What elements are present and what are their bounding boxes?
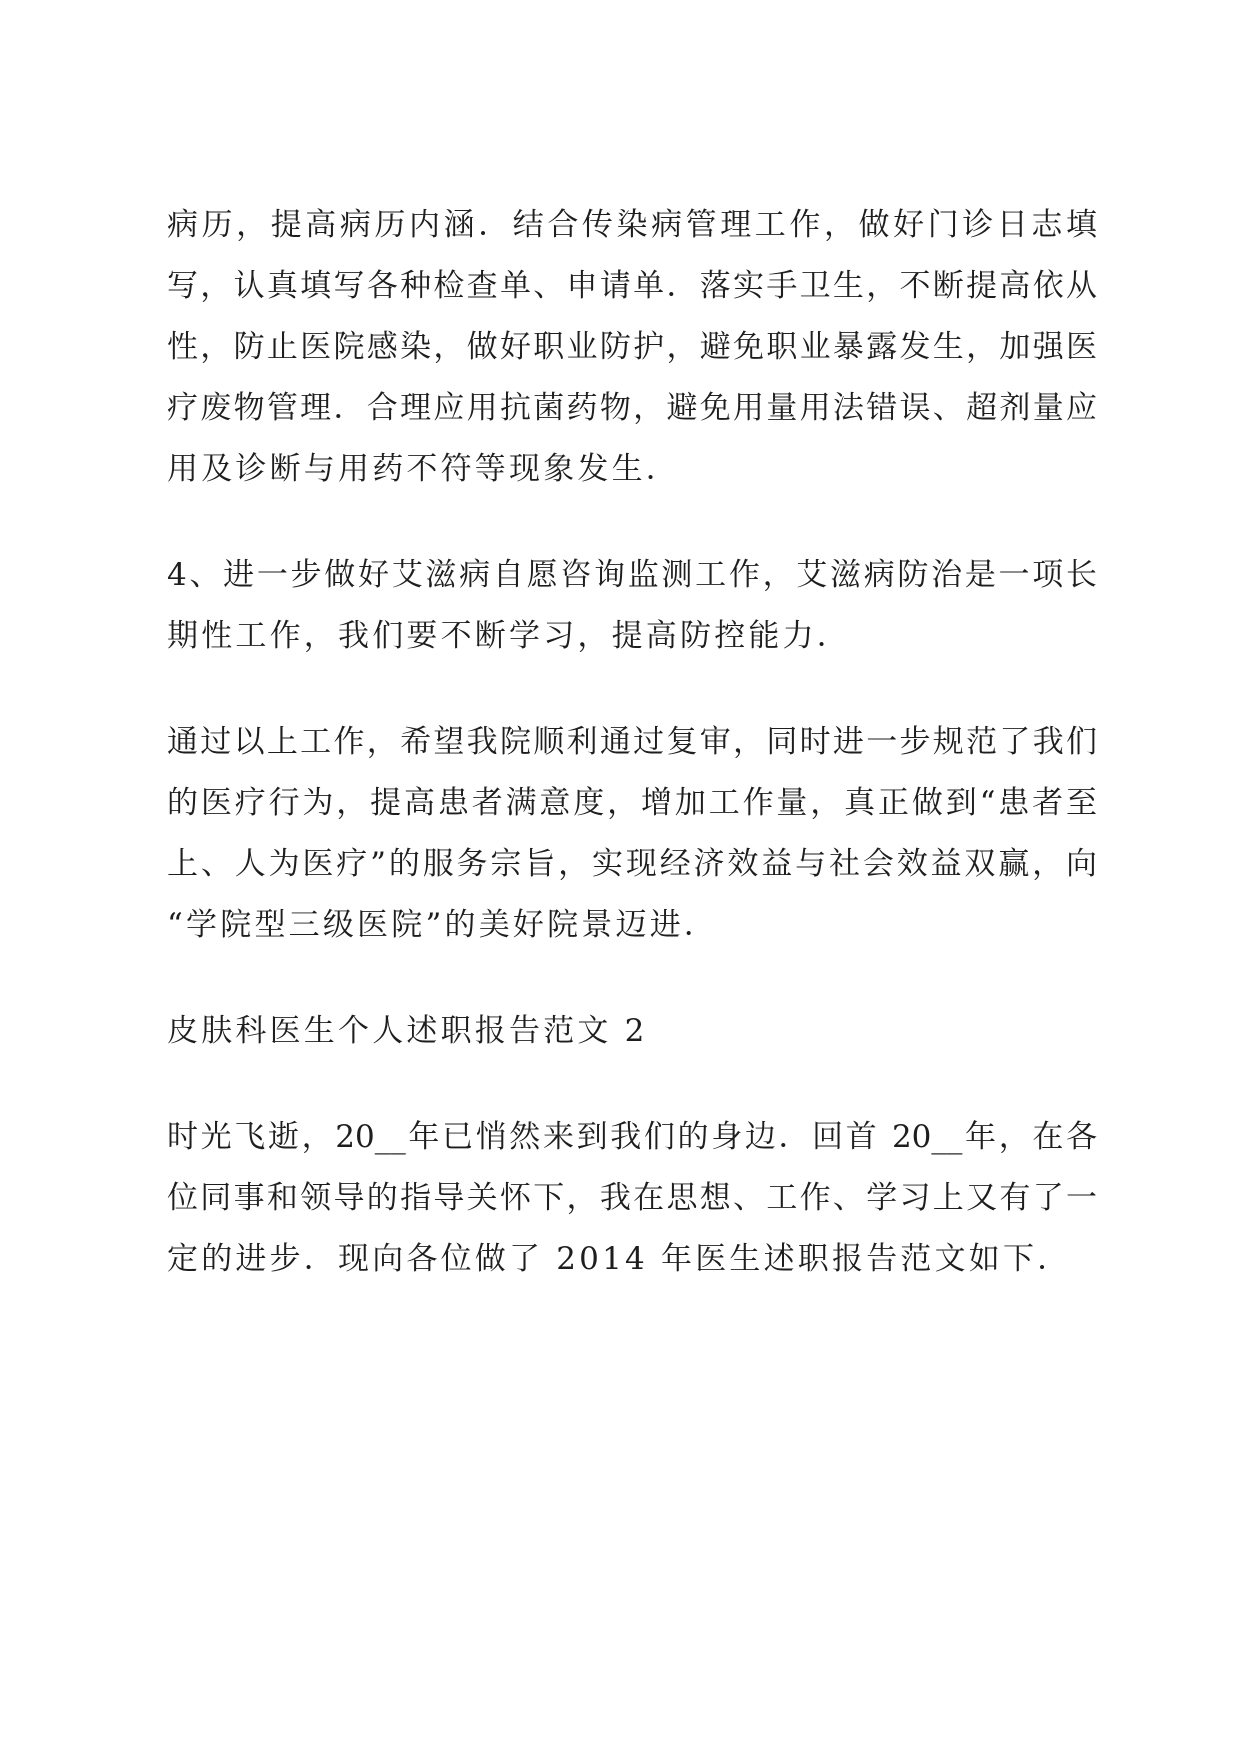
text-line: 4、进一步做好艾滋病自愿咨询监测工作，艾滋病防治是一项长 bbox=[167, 557, 1097, 593]
text-line: 写，认真填写各种检查单、申请单．落实手卫生，不断提高依从 bbox=[167, 268, 1097, 304]
text-line: 的医疗行为，提高患者满意度，增加工作量，真正做到“患者至 bbox=[167, 785, 1097, 821]
section-title: 皮肤科医生个人述职报告范文 2 bbox=[167, 1013, 648, 1049]
text-line: 位同事和领导的指导关怀下，我在思想、工作、学习上又有了一 bbox=[167, 1180, 1097, 1216]
text-line: 上、人为医疗”的服务宗旨，实现经济效益与社会效益双赢，向 bbox=[167, 846, 1097, 882]
text-line: 用及诊断与用药不符等现象发生． bbox=[167, 451, 680, 487]
text-line: 疗废物管理．合理应用抗菌药物，避免用量用法错误、超剂量应 bbox=[167, 390, 1097, 426]
text-line: 病历，提高病历内涵．结合传染病管理工作，做好门诊日志填 bbox=[167, 207, 1097, 243]
text-line: “学院型三级医院”的美好院景迈进． bbox=[167, 907, 719, 943]
text-line: 期性工作，我们要不断学习，提高防控能力． bbox=[167, 618, 851, 654]
text-line: 时光飞逝，20__年已悄然来到我们的身边．回首 20__年，在各 bbox=[167, 1119, 1097, 1155]
text-line: 定的进步．现向各位做了 2014 年医生述职报告范文如下． bbox=[167, 1241, 1072, 1277]
text-line: 性，防止医院感染，做好职业防护，避免职业暴露发生，加强医 bbox=[167, 329, 1097, 365]
text-line: 通过以上工作，希望我院顺利通过复审，同时进一步规范了我们 bbox=[167, 724, 1097, 760]
